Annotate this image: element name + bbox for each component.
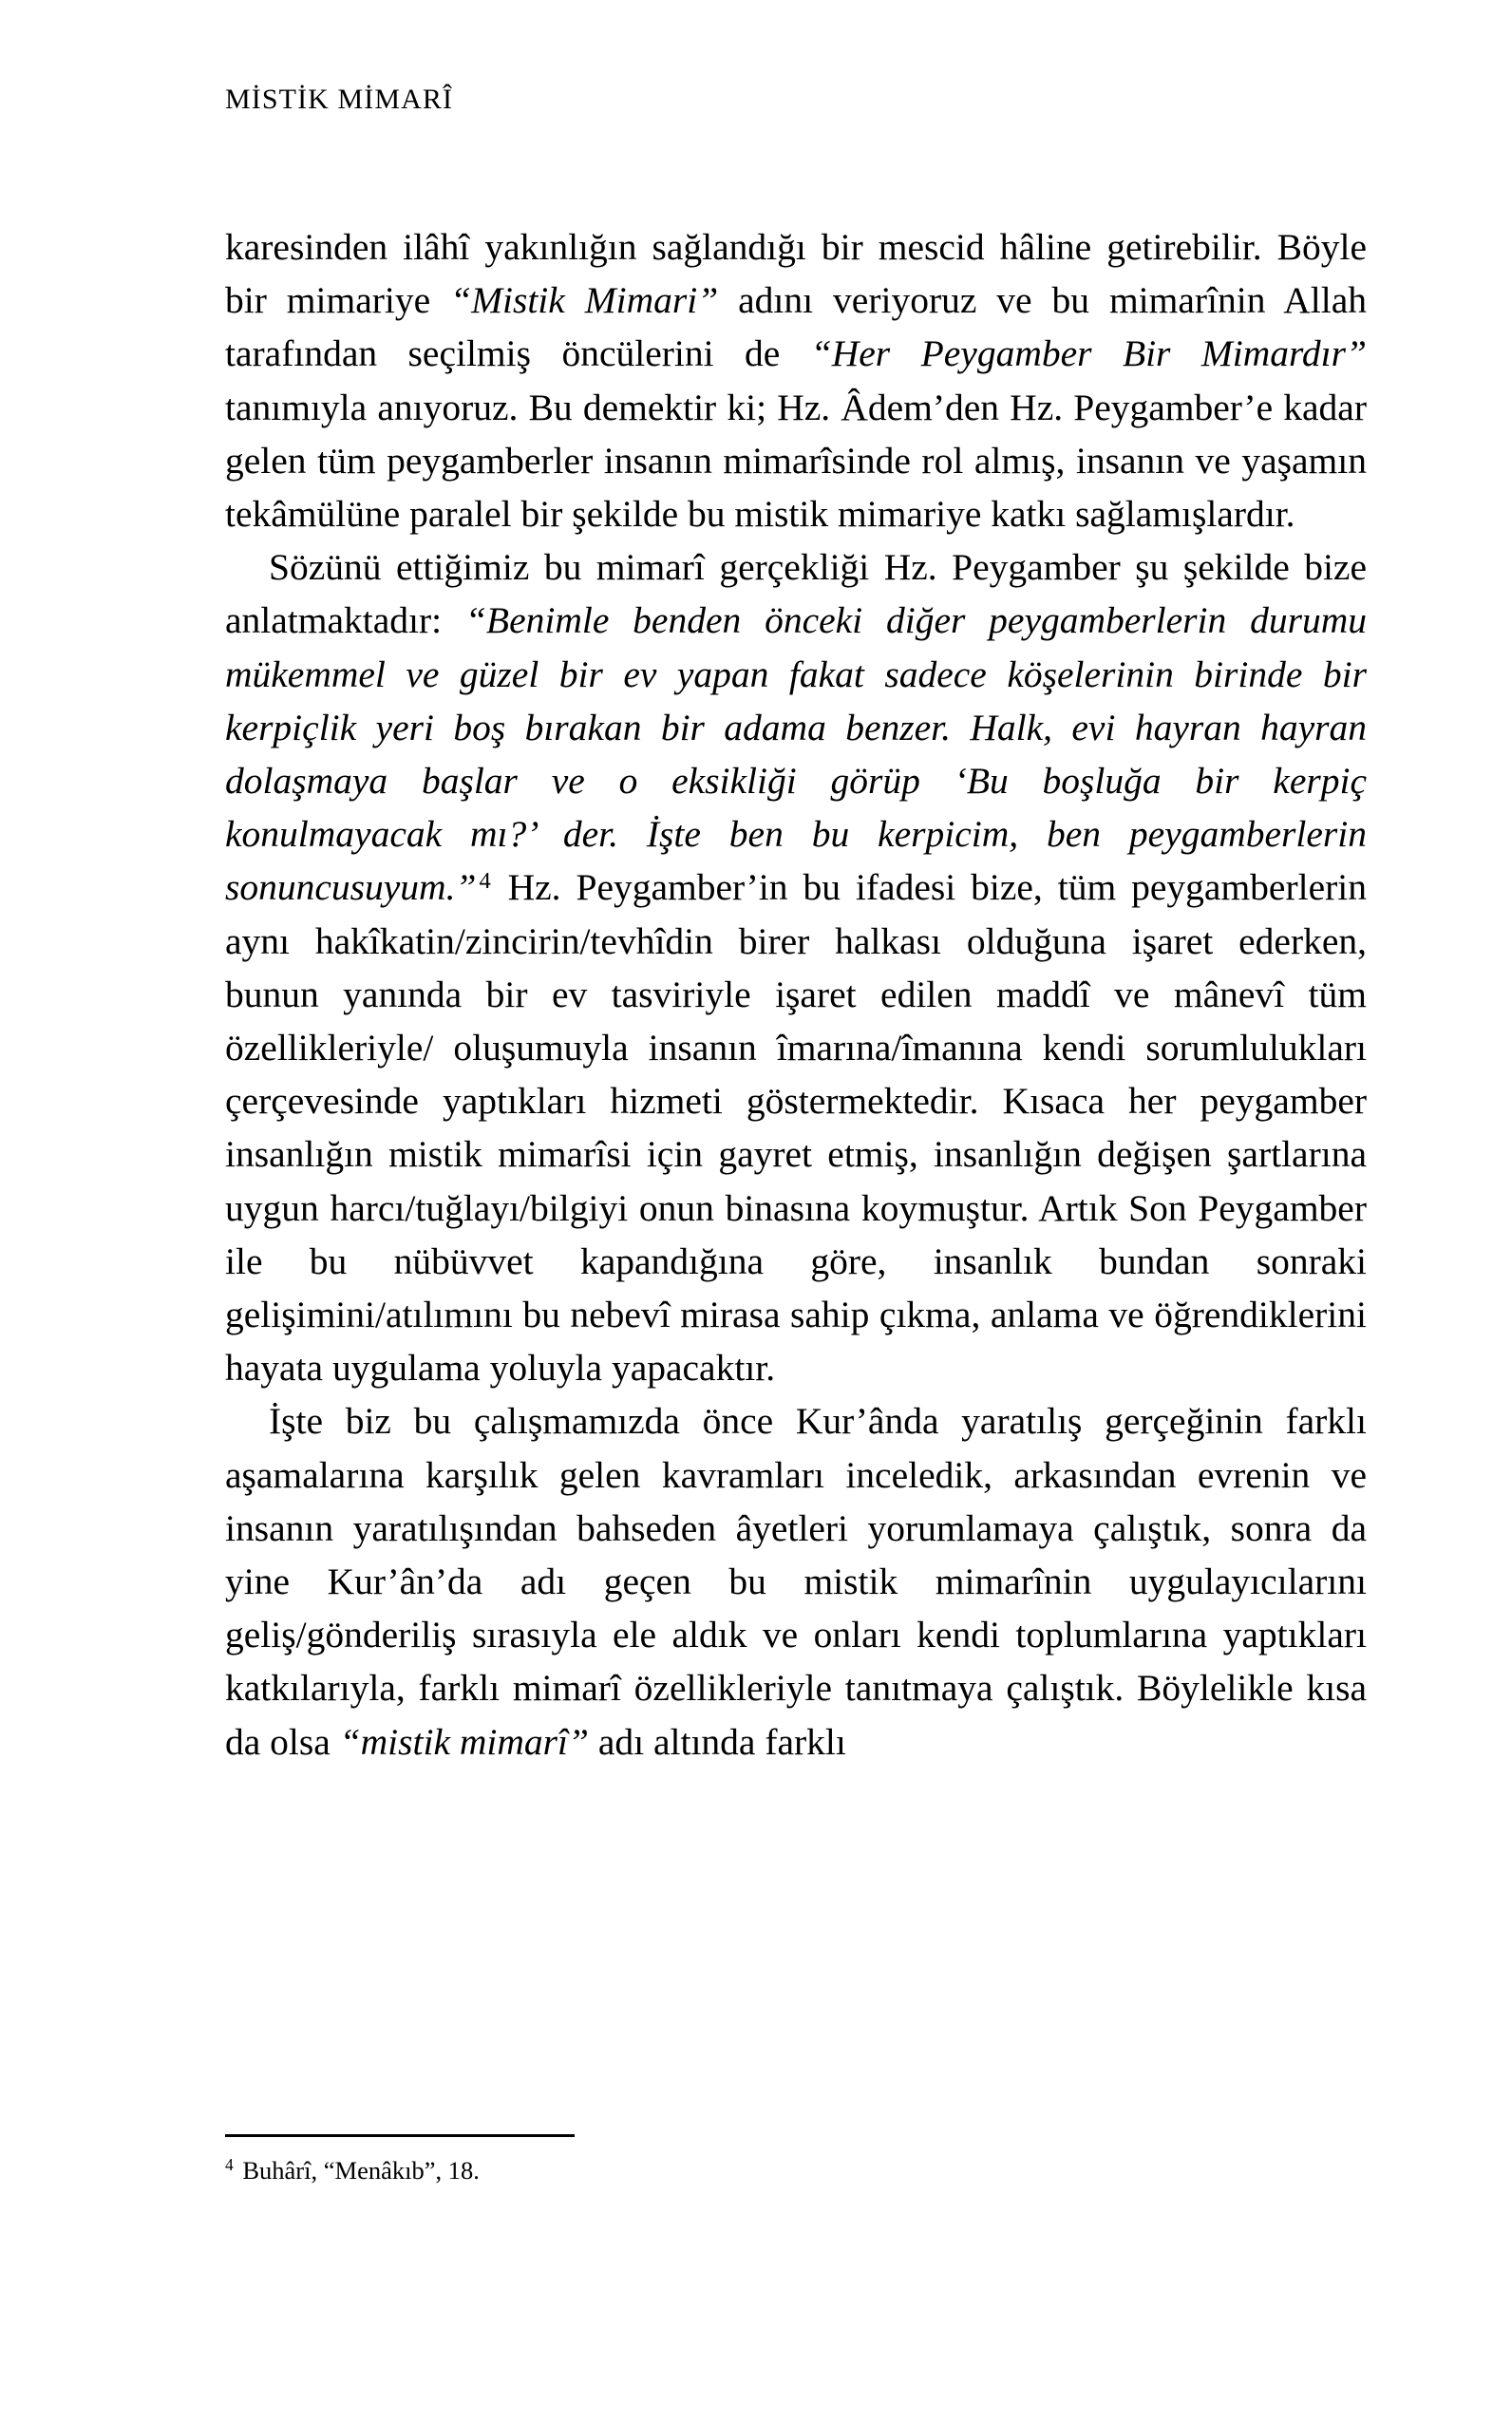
text-run: adı altında farklı [588,1720,846,1763]
body-text-column [225,220,1367,1769]
quoted-italic-run: “Mistik Mimari” [450,279,719,322]
text-run: tanımıyla anıyoruz. Bu demektir ki; Hz. Âdem’den Hz. Peygamber’e kadar gelen tüm peygamberler insanın mimarîsinde rol almış, insanın ve yaşamın tekâmülüne paralel bir şekilde bu mistik mimariye katkı sağlamışlardır. [225,386,1367,536]
text-run: Sözünü ettiğimiz bu mimarî gerçekliği Hz. Peygamber şu şekilde bize anlatmaktadır: [225,546,1367,642]
footnote-text: Buhârî, “Menâkıb”, 18. [236,2156,480,2185]
paragraph-2 [225,540,1367,1394]
running-header: MİSTİK MİMARÎ [225,84,454,115]
footnote-separator-rule [225,2134,575,2137]
footnote-number: 4 [225,2155,234,2175]
text-run: Hz. Peygamber’in bu ifadesi bize, tüm peygamberlerin aynı hakîkatin/zincirin/tevhîdin birer halkası olduğuna işaret ederken, bunun yanında bir ev tasviriyle işaret edilen maddî ve mânevî tüm özellikleriyle/ oluşumuyla insanın îmarına/îmanına kendi sorumlulukları çerçevesinde yaptıkları hizmeti göstermektedir. Kısaca her peygamber insanlığın mistik mimarîsi için gayret etmiş, insanlığın değişen şartlarına uygun harcı/tuğlayı/bilgiyi onun binasına koymuştur. Artık Son Peygamber ile bu nübüvvet kapandığına göre, insanlık bundan sonraki gelişimini/atılımını bu nebevî mirasa sahip çıkma, anlama ve öğrendiklerini hayata uygulama yoluyla yapacaktır. [225,866,1367,1390]
text-run: karesinden ilâhî yakınlığın sağlandığı bir mescid hâline getirebilir. Böyle bir mimariye [225,226,1367,322]
paragraph-3 [225,1394,1367,1768]
text-run: İşte biz bu çalışmamızda önce Kur’ânda yaratılış gerçeğinin farklı aşamalarına karşılık gelen kavramları inceledik, arkasından evrenin ve insanın yaratılışından bahseden âyetleri yorumlamaya çalıştık, sonra da yine Kur’ân’da adı geçen bu mistik mimarînin uygulayıcılarını geliş/gönderiliş sırasıyla ele aldık ve onları kendi toplumlarına yaptıkları katkılarıyla, farklı mimarî özellikleriyle tanıtmaya çalıştık. Böylelikle kısa da olsa [225,1400,1367,1763]
footnote-reference-marker[interactable]: 4 [479,867,491,894]
quoted-italic-run: “mistik mimarî” [339,1720,589,1763]
text-run: adını veriyoruz ve bu mimarînin Allah tarafından seçilmiş öncülerini de [225,279,1367,375]
quoted-italic-run: “Benimle benden önceki diğer peygamberlerin durumu mükemmel ve güzel bir ev yapan fakat sadece köşelerinin birinde bir kerpiçlik yeri boş bırakan bir adama benzer. Halk, evi hayran hayran dolaşmaya başlar ve o eksikliği görüp ‘Bu boşluğa bir kerpiç konulmayacak mı?’ der. İşte ben bu kerpicim, ben peygamberlerin sonuncusuyum.” [225,599,1367,909]
quoted-italic-run: “Her Peygamber Bir Mimardır” [810,332,1367,375]
footnote-area [225,2134,1367,2186]
paragraph-1 [225,220,1367,540]
footnote-entry [225,2154,1367,2186]
